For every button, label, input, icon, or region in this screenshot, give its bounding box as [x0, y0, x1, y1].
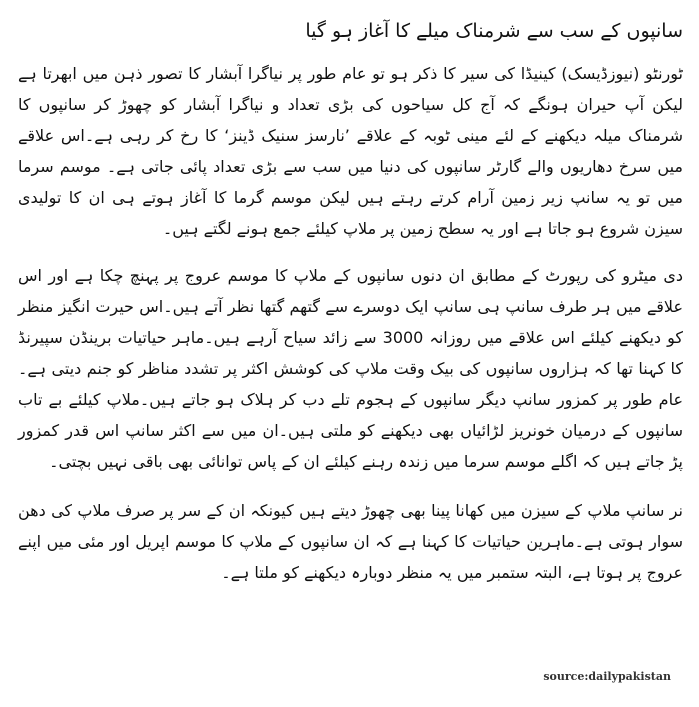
article-paragraph: ٹورنٹو (نیوزڈیسک) کینیڈا کی سیر کا ذکر ہو تو عام طور پر نیاگرا آبشار کا تصور ذہن میں ابھرتا ہے لیکن آپ حیران ہونگے کہ آج کل سیاحوں کی بڑی تعداد و نیاگرا آبشار کو چھوڑ کر سانپوں کا شرمناک میلہ دیکھنے کے لئے مینی ٹوبہ کے علاقے ’نارسز سنیک ڈینز‘ کا رخ کر رہی ہے۔اس علاقے میں سرخ دھاریوں والے گارٹر سانپوں کی دنیا میں سب سے بڑی تعداد پائی جاتی ہے۔ موسم سرما میں تو یہ سانپ زیر زمین آرام کرتے رہتے ہیں لیکن موسم گرما کا آغاز ہوتے ہی ان کا تولیدی سیزن شروع ہو جاتا ہے اور یہ سطح زمین پر ملاپ کیلئے جمع ہونے لگتے ہیں۔ [18, 64, 683, 238]
article-paragraph: نر سانپ ملاپ کے سیزن میں کھانا پینا بھی چھوڑ دیتے ہیں کیونکہ ان کے سر پر صرف ملاپ کی دھن سوار ہوتی ہے۔ماہرین حیاتیات کا کہنا ہے کہ ان سانپوں کے ملاپ کا موسم اپریل اور مئی میں اپنے عروج پر ہوتا ہے، البتہ ستمبر میں یہ منظر دوبارہ دیکھنے کو ملتا ہے۔ [18, 501, 683, 582]
article-title: سانپوں کے سب سے شرمناک میلے کا آغاز ہو گیا [305, 20, 683, 42]
source-credit: source:dailypakistan [543, 670, 671, 683]
article-paragraph: دی میٹرو کی رپورٹ کے مطابق ان دنوں سانپوں کے ملاپ کا موسم عروج پر پہنچ چکا ہے اور اس علاقے میں ہر طرف سانپ ہی سانپ ایک دوسرے سے گتھم گتھا نظر آتے ہیں۔اس حیرت انگیز منظر کو دیکھنے کیلئے اس علاقے میں روزانہ 3000 سے زائد سیاح آرہے ہیں۔ماہر حیاتیات برینڈن سپیرنڈ کا کہنا تھا کہ ہزاروں سانپوں کی بیک وقت ملاپ کی کوشش اکثر پر تشدد مناظر کو جنم دیتی ہے۔عام طور پر کمزور سانپ دیگر سانپوں کے ہجوم تلے دب کر ہلاک ہو جاتے ہیں۔ملاپ کیلئے بے تاب سانپوں کے درمیان خونریز لڑائیاں بھی دیکھنے کو ملتی ہیں۔ان میں سے اکثر سانپ اس قدر کمزور پڑ جاتے ہیں کہ اگلے موسم سرما میں زندہ رہنے کیلئے ان کے پاس توانائی بھی باقی نہیں بچتی۔ [18, 266, 684, 471]
